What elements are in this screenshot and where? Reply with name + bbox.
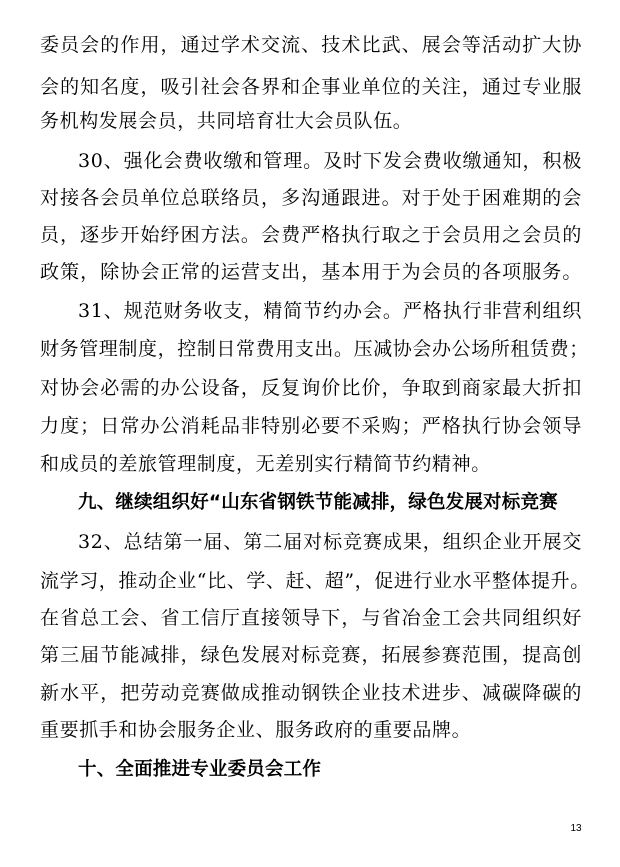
paragraph-line: 流学习，推动企业“比、学、赶、超”，促进行业水平整体提升。 bbox=[40, 570, 590, 592]
paragraph-line: 30、强化会费收缴和管理。及时下发会费收缴通知，积极 bbox=[78, 150, 582, 172]
paragraph-line: 重要抓手和协会服务企业、服务政府的重要品牌。 bbox=[40, 719, 472, 741]
paragraph-line: 第三届节能减排，绿色发展对标竞赛，拓展参赛范围，提高创 bbox=[40, 644, 582, 666]
paragraph-line: 31、规范财务收支，精简节约办会。严格执行非营利组织 bbox=[78, 300, 582, 322]
page-number: 13 bbox=[570, 823, 582, 834]
paragraph-line: 32、总结第一届、第二届对标竞赛成果，组织企业开展交 bbox=[78, 531, 582, 553]
paragraph-line: 和成员的差旅管理制度，无差别实行精简节约精神。 bbox=[40, 453, 491, 475]
paragraph-line: 对接各会员单位总联络员，多沟通跟进。对于处于困难期的会 bbox=[40, 187, 582, 209]
paragraph-line: 对协会必需的办公设备，反复询价比价，争取到商家最大折扣 bbox=[40, 377, 582, 399]
paragraph-line: 新水平，把劳动竞赛做成推动钢铁企业技术进步、减碳降碳的 bbox=[40, 682, 582, 704]
paragraph-line: 会的知名度，吸引社会各界和企事业单位的关注，通过专业服 bbox=[40, 76, 582, 98]
section-heading: 十、全面推进专业委员会工作 bbox=[78, 759, 322, 780]
paragraph-line: 务机构发展会员，共同培育壮大会员队伍。 bbox=[40, 110, 413, 132]
paragraph-line: 在省总工会、省工信厅直接领导下，与省冶金工会共同组织好 bbox=[40, 607, 582, 629]
paragraph-line: 财务管理制度，控制日常费用支出。压减协会办公场所租赁费； bbox=[40, 338, 589, 360]
paragraph-line: 员，逐步开始纾困方法。会费严格执行取之于会员用之会员的 bbox=[40, 224, 582, 246]
section-heading: 九、继续组织好“山东省钢铁节能减排，绿色发展对标竞赛 bbox=[78, 492, 558, 513]
paragraph-line: 政策，除协会正常的运营支出，基本用于为会员的各项服务。 bbox=[40, 261, 582, 283]
paragraph-line: 委员会的作用，通过学术交流、技术比武、展会等活动扩大协 bbox=[40, 34, 582, 56]
paragraph-line: 力度；日常办公消耗品非特别必要不采购；严格执行协会领导 bbox=[40, 415, 582, 437]
